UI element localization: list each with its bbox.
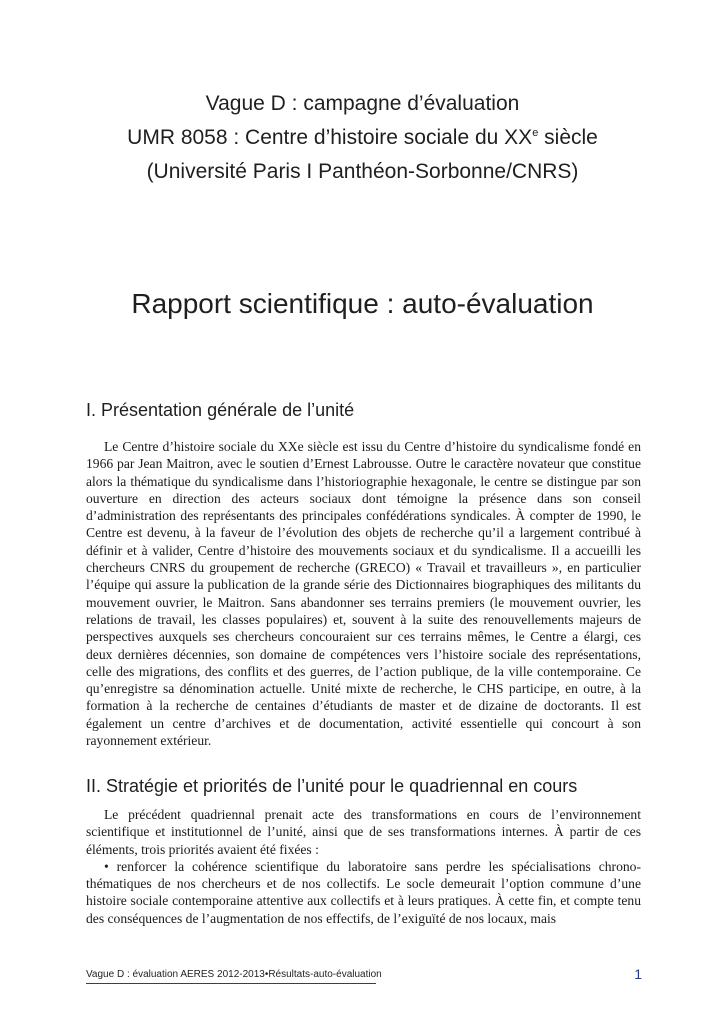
- section2-body: [86, 806, 641, 946]
- footer-rule: [86, 983, 376, 984]
- section1-paragraph: Le Centre d’histoire sociale du XXe siècle est issu du Centre d’histoire du syndicalisme fondé en 1966 par Jean Maitron, avec le soutien d’Ernest Labrousse. Outre le caractère novateur que constitue alors la thématique du syndicalisme dans l’historiographie hexagonale, le centre se distingue par son ouverture en direction des acteurs sociaux dont témoigne la présence dans son conseil d’administration des représentants des principales confédérations syndicales. À compter de 1990, le Centre est devenu, à la faveur de l’évolution des objets de recherche qu’il a largement contribué à définir et à valider, Centre d’histoire des mouvements sociaux et du syndicalisme. Il a accueilli les chercheurs CNRS du groupement de recherche (GRECO) « Travail et travailleurs », en particulier l’équipe qui assure la publication de la grande série des Dictionnaires biographiques des militants du mouvement ouvrier, le Maitron. Sans abandonner ses terrains premiers (le mouvement ouvrier, les relations de travail, les classes populaires) et, souvent à la suite des renouvellements majeurs de perspectives auxquels ses chercheurs concouraient sur ces terrains mêmes, le Centre a élargi, ces deux dernières décennies, son domaine de compétences vers l’histoire sociale des représentations, celle des migrations, des conflits et des guerres, de l’action publique, de la ville contemporaine. Ce qu’enregistre sa dénomination actuelle. Unité mixte de recherche, le CHS participe, en outre, à la formation à la recherche de centaines d’étudiants de master et de dizaine de doctorants. Il est également un centre d’archives et de documentation, activité essentielle qui concourt à son rayonnement extérieur.: [86, 439, 641, 749]
- header-unit-prefix: UMR 8058 : Centre d’histoire sociale du XX: [127, 126, 533, 149]
- header-unit-superscript: e: [532, 127, 539, 139]
- header-university-line: (Université Paris I Panthéon-Sorbonne/CNRS): [146, 160, 579, 183]
- section2-heading: II. Stratégie et priorités de l’unité pour le quadriennal en cours: [86, 776, 578, 796]
- section1-heading: I. Présentation générale de l’unité: [86, 400, 355, 420]
- page-footer: [86, 966, 642, 988]
- header-unit-line: [0, 126, 725, 150]
- section2-bullet: • renforcer la cohérence scientifique du laboratoire sans perdre les spécialisations chrono-thématiques de nos chercheurs et de nos collectifs. Le socle demeurait l’option commune d’une histoire sociale contemporaine attentive aux collectifs et à leurs pratiques. À cette fin, et compte tenu des conséquences de l’augmentation de nos effectifs, de l’exiguïté de nos locaux, mais: [86, 858, 641, 926]
- section2-intro: Le précédent quadriennal prenait acte des transformations en cours de l’environnement scientifique et institutionnel de l’unité, ainsi que de ses transformations internes. À partir de ces éléments, trois priorités avaient été fixées :: [86, 807, 641, 857]
- header-unit-suffix: siècle: [538, 126, 598, 149]
- footer-text: Vague D : évaluation AERES 2012-2013•Résultats-auto-évaluation: [86, 969, 382, 980]
- page-number: 1: [634, 966, 642, 982]
- report-title: Rapport scientifique : auto-évaluation: [131, 288, 594, 319]
- header-wave-line: Vague D : campagne d’évaluation: [205, 92, 520, 115]
